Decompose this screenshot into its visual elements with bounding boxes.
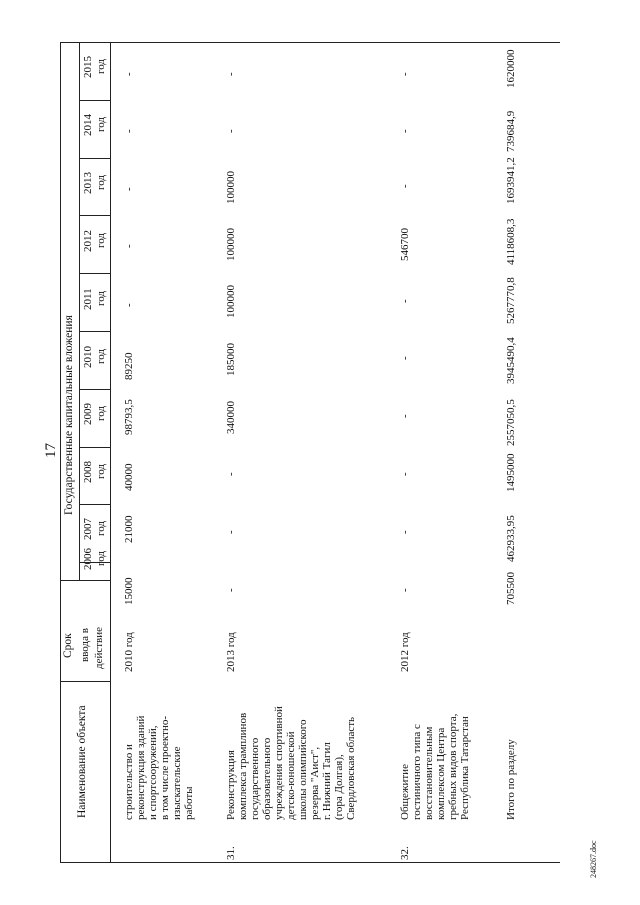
- row-value-2011: 100000: [225, 285, 237, 318]
- row-value-2012: -: [123, 244, 135, 248]
- row-value-2013: 100000: [225, 171, 237, 204]
- header-term-line-3: действие: [93, 626, 105, 669]
- row-value-2013: -: [399, 184, 411, 188]
- row-value-2009: -: [399, 414, 411, 418]
- row-value-2007: -: [225, 530, 237, 534]
- total-value-2009: 2557050,5: [505, 399, 517, 446]
- row-value-2010: 185000: [225, 343, 237, 376]
- row-value-2015: -: [399, 72, 411, 76]
- row-value-2008: 40000: [123, 463, 135, 491]
- row-commission-term: 2012 год: [399, 632, 411, 672]
- total-value-2008: 1495000: [505, 453, 517, 492]
- row-value-2015: -: [123, 72, 135, 76]
- row-value-2006: -: [399, 588, 411, 592]
- total-value-2010: 3945490,4: [505, 337, 517, 384]
- page-number: 17: [43, 443, 59, 458]
- row-value-2011: -: [399, 299, 411, 303]
- row-value-2013: -: [123, 187, 135, 191]
- row-commission-term: 2010 год: [123, 632, 135, 672]
- row-value-2006: 15000: [123, 577, 135, 605]
- row-number: 31.: [225, 846, 237, 860]
- total-value-2011: 5267770,8: [505, 277, 517, 324]
- row-value-2006: -: [225, 588, 237, 592]
- header-term-line-1: Срок: [62, 633, 74, 658]
- row-value-2012: 100000: [225, 228, 237, 261]
- total-value-2007: 462933,95: [505, 515, 517, 562]
- row-value-2007: -: [399, 530, 411, 534]
- row-value-2012: 546700: [399, 228, 411, 261]
- header-term-line-2: ввода в: [79, 628, 91, 662]
- row-value-2010: -: [399, 356, 411, 360]
- row-commission-term: 2013 год: [225, 632, 237, 672]
- row-value-2008: -: [225, 472, 237, 476]
- total-value-2006: 705500: [505, 572, 517, 605]
- row-value-2014: -: [225, 129, 237, 133]
- header-capital-investments: Государственные капитальные вложения: [63, 315, 75, 515]
- row-value-2011: -: [123, 303, 135, 307]
- row-value-2014: -: [123, 129, 135, 133]
- total-value-2013: 1693941,2: [505, 157, 517, 204]
- row-value-2010: 89250: [123, 352, 135, 380]
- totals-label: Итого по разделу: [505, 739, 517, 820]
- row-value-2015: -: [225, 72, 237, 76]
- footer-doc-code: 248267.doc: [589, 840, 598, 878]
- total-value-2015: 1620000: [505, 49, 517, 88]
- total-value-2014: 739684,9: [505, 110, 517, 152]
- row-value-2014: -: [399, 129, 411, 133]
- header-name-column: Наименование объекта: [76, 705, 88, 818]
- row-value-2009: 98793,5: [123, 399, 135, 435]
- total-value-2012: 4118608,3: [505, 218, 517, 265]
- row-number: 32.: [399, 846, 411, 860]
- row-value-2007: 21000: [123, 515, 135, 543]
- row-value-2009: 340000: [225, 401, 237, 434]
- row-value-2008: -: [399, 472, 411, 476]
